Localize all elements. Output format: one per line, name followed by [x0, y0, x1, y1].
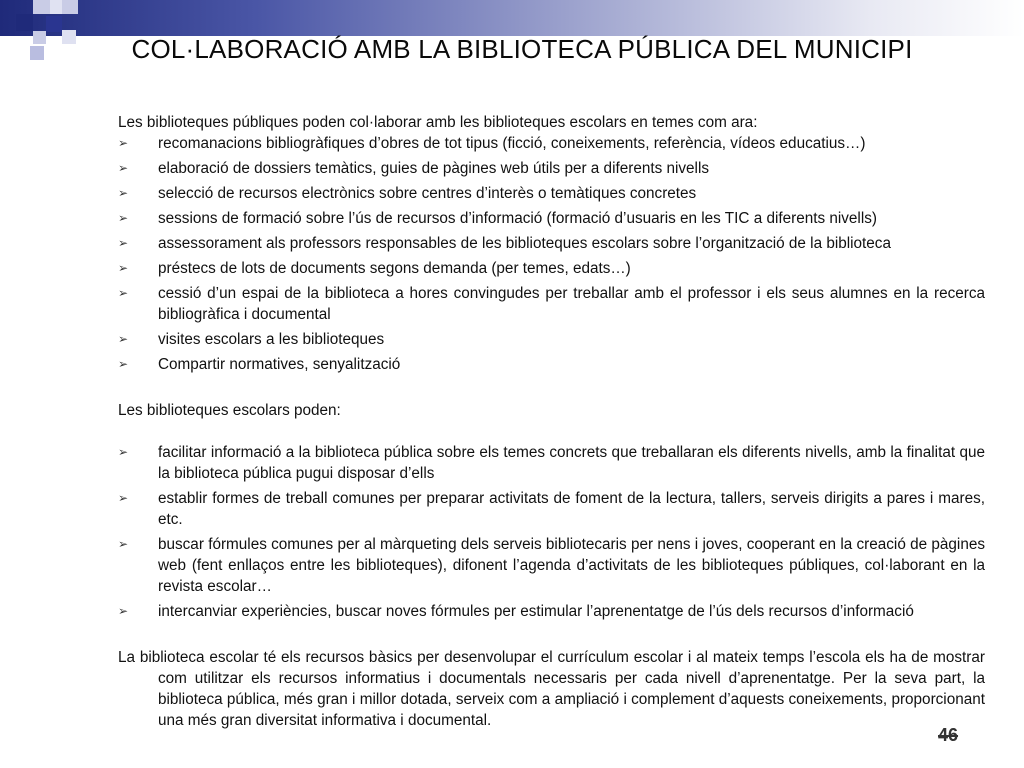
- public-library-list: [118, 133, 985, 375]
- list-item: [118, 442, 985, 484]
- arrow-bullet-icon: ➢: [118, 445, 129, 459]
- list-item: [118, 601, 985, 622]
- list-item-text: establir formes de treball comunes per preparar activitats de foment de la lectura, tallers, serveis dirigits a pares i mares, etc.: [158, 490, 985, 528]
- arrow-bullet-icon: ➢: [118, 236, 129, 250]
- list-item: [118, 133, 985, 154]
- list-item: [118, 258, 985, 279]
- list-item-text: préstecs de lots de documents segons demanda (per temes, edats…): [158, 260, 631, 277]
- list-item: [118, 283, 985, 325]
- page-number: 46: [938, 725, 959, 745]
- list-item: [118, 208, 985, 229]
- list-item-text: sessions de formació sobre l’ús de recursos d’informació (formació d’usuaris en les TIC a diferents nivells): [158, 210, 877, 227]
- arrow-bullet-icon: ➢: [118, 491, 129, 505]
- arrow-bullet-icon: ➢: [118, 161, 129, 175]
- list-item-text: Compartir normatives, senyalització: [158, 356, 401, 373]
- arrow-bullet-icon: ➢: [118, 537, 129, 551]
- list-item-text: assessorament als professors responsables de les biblioteques escolars sobre l’organització de la biblioteca: [158, 235, 891, 252]
- arrow-bullet-icon: ➢: [118, 261, 129, 275]
- list-item-text: recomanacions bibliogràfiques d’obres de tot tipus (ficció, coneixements, referència, vídeos educatius…): [158, 135, 866, 152]
- arrow-bullet-icon: ➢: [118, 136, 129, 150]
- arrow-bullet-icon: ➢: [118, 357, 129, 371]
- arrow-bullet-icon: ➢: [118, 604, 129, 618]
- arrow-bullet-icon: ➢: [118, 286, 129, 300]
- list-item: [118, 354, 985, 375]
- list-item-text: facilitar informació a la biblioteca pública sobre els temes concrets que treballaran els diferents nivells, amb la finalitat que la biblioteca pública pugui disposar d’ells: [158, 444, 985, 482]
- list-item-text: selecció de recursos electrònics sobre centres d’interès o temàtiques concretes: [158, 185, 697, 202]
- list-item-text: buscar fórmules comunes per al màrqueting dels serveis bibliotecaris per nens i joves, cooperant en la creació de pàgines web (fent enllaços entre les biblioteques), difonent l’agenda d’activitats de les biblioteques públiques, col·laborant en la revista escolar…: [158, 536, 985, 595]
- list-item-text: intercanviar experiències, buscar noves fórmules per estimular l’aprenentatge de l’ús dels recursos d’informació: [158, 603, 914, 620]
- arrow-bullet-icon: ➢: [118, 211, 129, 225]
- list-item: [118, 488, 985, 530]
- section2-heading: Les biblioteques escolars poden:: [118, 402, 341, 419]
- square-dark: [16, 14, 33, 31]
- intro-text: Les biblioteques públiques poden col·laborar amb les biblioteques escolars en temes com ara:: [118, 114, 758, 131]
- list-item: [118, 329, 985, 350]
- list-item-text: cessió d’un espai de la biblioteca a hores convingudes per treballar amb el professor i els seus alumnes en la recerca bibliogràfica i documental: [158, 285, 985, 323]
- arrow-bullet-icon: ➢: [118, 186, 129, 200]
- arrow-bullet-icon: ➢: [118, 332, 129, 346]
- list-item: [118, 183, 985, 204]
- header-gradient-bar: [0, 0, 1024, 36]
- page-title: COL·LABORACIÓ AMB LA BIBLIOTECA PÚBLICA DEL MUNICIPI: [131, 34, 913, 64]
- list-item: [118, 158, 985, 179]
- slide-content: [118, 112, 985, 731]
- square-light: [62, 0, 78, 14]
- list-item: [118, 233, 985, 254]
- closing-paragraph: La biblioteca escolar té els recursos bàsics per desenvolupar el currículum escolar i al mateix temps l’escola els ha de mostrar com utilitzar els recursos informatius i documentals necessaris per cada nivell d’aprenentatge. Per la seva part, la biblioteca pública, més gran i millor dotada, serveix com a ampliació i complement d’aquests coneixements, proporcionant una més gran diversitat informativa i documental.: [118, 649, 985, 729]
- square-dark: [46, 16, 62, 32]
- list-item: [118, 534, 985, 597]
- school-library-list: [118, 442, 985, 622]
- list-item-text: elaboració de dossiers temàtics, guies de pàgines web útils per a diferents nivells: [158, 160, 709, 177]
- list-item-text: visites escolars a les biblioteques: [158, 331, 385, 348]
- square-light: [33, 0, 50, 14]
